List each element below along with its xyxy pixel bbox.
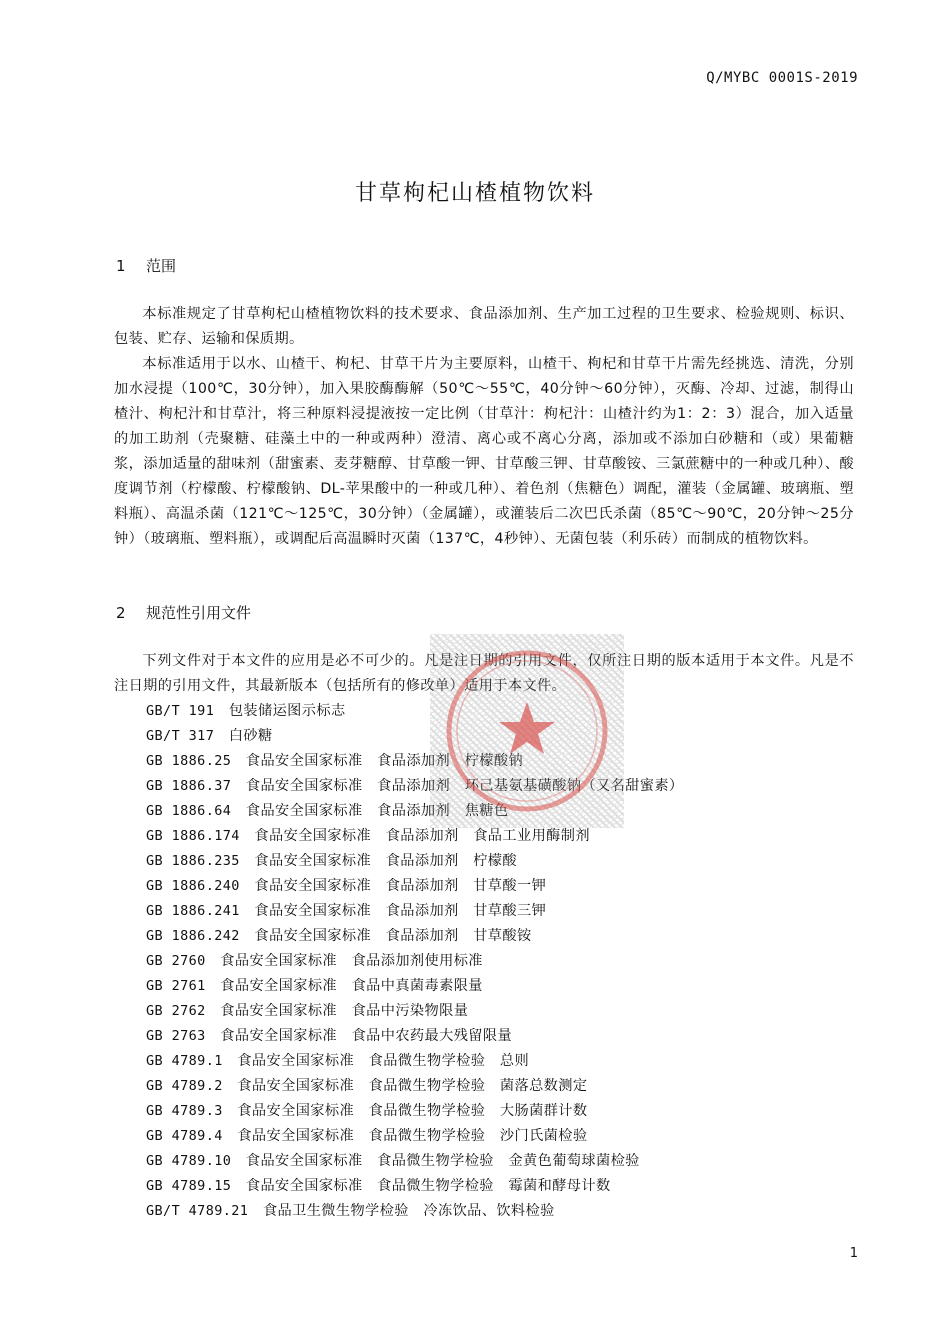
reference-item xyxy=(146,1099,684,1124)
section-number: 1 xyxy=(116,257,126,275)
reference-title: 食品安全国家标准 食品添加剂 食品工业用酶制剂 xyxy=(254,828,590,844)
references-intro: 下列文件对于本文件的应用是必不可少的。凡是注日期的引用文件，仅所注日期的版本适用于本文件。凡是不注日期的引用文件，其最新版本（包括所有的修改单）适用于本文件。 xyxy=(114,653,854,694)
reference-code: GB 1886.242 xyxy=(146,928,240,944)
reference-title: 食品安全国家标准 食品中农药最大残留限量 xyxy=(220,1028,513,1044)
reference-code: GB 1886.240 xyxy=(146,878,240,894)
reference-code: GB 1886.64 xyxy=(146,803,232,819)
reference-item xyxy=(146,999,684,1024)
reference-code: GB 1886.25 xyxy=(146,753,232,769)
reference-code: GB 2761 xyxy=(146,978,206,994)
seal-graphic xyxy=(430,634,624,828)
reference-item xyxy=(146,974,684,999)
reference-code: GB 2763 xyxy=(146,1028,206,1044)
reference-code: GB 4789.3 xyxy=(146,1103,223,1119)
reference-code: GB/T 191 xyxy=(146,703,215,719)
section-number: 2 xyxy=(116,604,126,622)
reference-code: GB 2760 xyxy=(146,953,206,969)
reference-item xyxy=(146,1174,684,1199)
reference-title: 食品安全国家标准 食品微生物学检验 沙门氏菌检验 xyxy=(237,1128,588,1144)
reference-title: 食品安全国家标准 食品中污染物限量 xyxy=(220,1003,469,1019)
reference-code: GB 4789.1 xyxy=(146,1053,223,1069)
reference-item xyxy=(146,1049,684,1074)
reference-title: 食品安全国家标准 食品添加剂 环己基氨基磺酸钠（又名甜蜜素） xyxy=(245,778,684,794)
standard-code: Q/MYBC 0001S-2019 xyxy=(706,70,858,86)
reference-item xyxy=(146,924,684,949)
reference-title: 食品安全国家标准 食品添加剂使用标准 xyxy=(220,953,483,969)
reference-title: 食品安全国家标准 食品微生物学检验 大肠菌群计数 xyxy=(237,1103,588,1119)
reference-title: 食品安全国家标准 食品添加剂 甘草酸铵 xyxy=(254,928,532,944)
reference-item xyxy=(146,899,684,924)
reference-code: GB 4789.15 xyxy=(146,1178,232,1194)
reference-title: 食品安全国家标准 食品添加剂 甘草酸三钾 xyxy=(254,903,547,919)
document-title: 甘草枸杞山楂植物饮料 xyxy=(354,181,595,206)
reference-title: 食品安全国家标准 食品添加剂 柠檬酸 xyxy=(254,853,517,869)
reference-title: 食品卫生微生物学检验 冷冻饮品、饮料检验 xyxy=(262,1203,555,1219)
reference-code: GB 1886.235 xyxy=(146,853,240,869)
company-seal xyxy=(430,634,624,828)
scope-paragraph-2: 本标准适用于以水、山楂干、枸杞、甘草干片为主要原料，山楂干、枸杞和甘草干片需先经挑选、清洗，分别加水浸提（100℃，30分钟），加入果胶酶酶解（50℃～55℃，40分钟～60分钟），灭酶、冷却、过滤，制得山楂汁、枸杞汁和甘草汁，将三种原料浸提液按一定比例（甘草汁：枸杞汁：山楂汁约为1：2：3）混合，加入适量的加工助剂（壳聚糖、硅藻土中的一种或两种）澄清、离心或不离心分离，添加或不添加白砂糖和（或）果葡糖浆，添加适量的甜味剂（甜蜜素、麦芽糖醇、甘草酸一钾、甘草酸三钾、甘草酸铵、三氯蔗糖中的一种或几种）、酸度调节剂（柠檬酸、柠檬酸钠、DL-苹果酸中的一种或几种）、着色剂（焦糖色）调配，灌装（金属罐、玻璃瓶、塑料瓶）、高温杀菌（121℃～125℃，30分钟）（金属罐），或灌装后二次巴氏杀菌（85℃～90℃，20分钟～25分钟）（玻璃瓶、塑料瓶），或调配后高温瞬时灭菌（137℃，4秒钟）、无菌包装（利乐砖）而制成的植物饮料。 xyxy=(114,356,854,547)
reference-code: GB 4789.2 xyxy=(146,1078,223,1094)
reference-code: GB/T 4789.21 xyxy=(146,1203,249,1219)
reference-title: 食品安全国家标准 食品中真菌毒素限量 xyxy=(220,978,483,994)
reference-code: GB 4789.4 xyxy=(146,1128,223,1144)
section-heading-references xyxy=(116,602,251,623)
reference-item xyxy=(146,1199,684,1224)
page-number: 1 xyxy=(849,1246,858,1261)
reference-title: 食品安全国家标准 食品添加剂 甘草酸一钾 xyxy=(254,878,547,894)
reference-item xyxy=(146,949,684,974)
reference-item xyxy=(146,1124,684,1149)
reference-code: GB 4789.10 xyxy=(146,1153,232,1169)
reference-code: GB 2762 xyxy=(146,1003,206,1019)
reference-title: 食品安全国家标准 食品添加剂 柠檬酸钠 xyxy=(245,753,524,769)
reference-title: 白砂糖 xyxy=(228,728,273,744)
section-heading-scope xyxy=(116,255,176,276)
reference-item xyxy=(146,874,684,899)
reference-code: GB 1886.241 xyxy=(146,903,240,919)
reference-code: GB 1886.37 xyxy=(146,778,232,794)
section-title: 范围 xyxy=(146,257,177,275)
reference-item xyxy=(146,1074,684,1099)
section-title: 规范性引用文件 xyxy=(146,604,252,622)
reference-code: GB/T 317 xyxy=(146,728,215,744)
reference-item xyxy=(146,1149,684,1174)
reference-title: 食品安全国家标准 食品微生物学检验 霉菌和酵母计数 xyxy=(245,1178,611,1194)
reference-item xyxy=(146,1024,684,1049)
reference-title: 食品安全国家标准 食品微生物学检验 菌落总数测定 xyxy=(237,1078,588,1094)
reference-title: 食品安全国家标准 食品微生物学检验 金黄色葡萄球菌检验 xyxy=(245,1153,640,1169)
reference-code: GB 1886.174 xyxy=(146,828,240,844)
star-icon xyxy=(499,702,555,754)
reference-title: 包装储运图示标志 xyxy=(228,703,346,719)
reference-title: 食品安全国家标准 食品添加剂 焦糖色 xyxy=(245,803,509,819)
reference-title: 食品安全国家标准 食品微生物学检验 总则 xyxy=(237,1053,530,1069)
reference-item xyxy=(146,849,684,874)
scope-paragraph-1: 本标准规定了甘草枸杞山楂植物饮料的技术要求、食品添加剂、生产加工过程的卫生要求、检验规则、标识、包装、贮存、运输和保质期。 xyxy=(114,306,854,347)
